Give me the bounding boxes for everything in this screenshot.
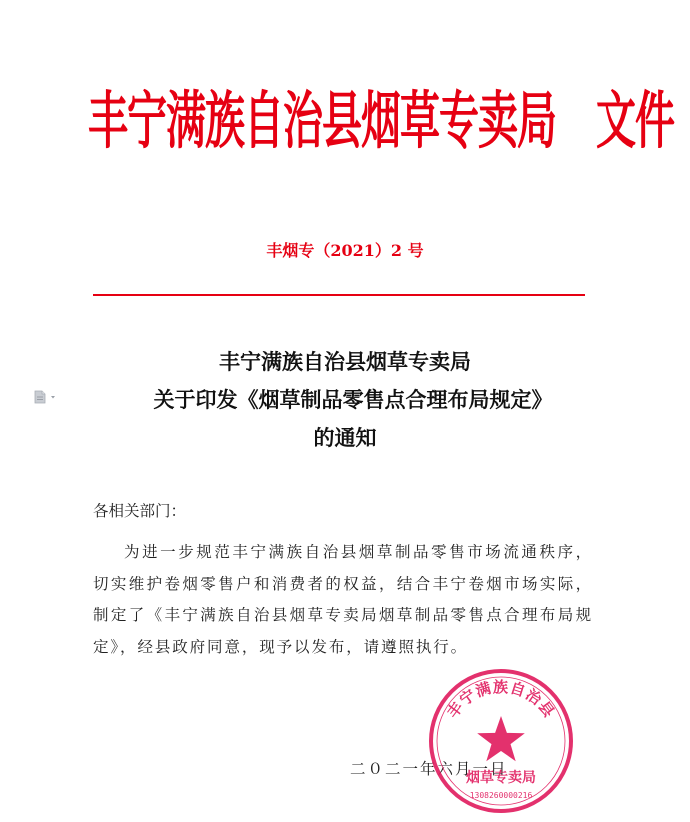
official-seal bbox=[426, 666, 576, 816]
document-number: 丰烟专（2021）2 号 bbox=[266, 241, 424, 260]
star-icon bbox=[477, 716, 525, 761]
document-header bbox=[88, 52, 674, 192]
document-type: 文件 bbox=[596, 86, 674, 158]
body-paragraph: 为进一步规范丰宁满族自治县烟草制品零售市场流通秩序，切实维护卷烟零售户和消费者的权益，结合丰宁卷烟市场实际，制定了《丰宁满族自治县烟草专卖局烟草制品零售点合理布局规定》，经县政府同意，现予以发布，请遵照执行。 bbox=[93, 543, 593, 656]
red-divider-line bbox=[93, 294, 585, 296]
salutation: 各相关部门： bbox=[93, 502, 187, 520]
title-line-2: 关于印发《烟草制品零售点合理布局规定》 bbox=[153, 387, 553, 412]
seal-code: 1308260000216 bbox=[469, 791, 533, 800]
issue-date: 二０二一年六月一日 bbox=[350, 760, 508, 778]
issuer-name: 丰宁满族自治县烟草专卖局 bbox=[88, 86, 556, 158]
seal-bottom-text: 烟草专卖局 bbox=[466, 770, 536, 786]
title-line-3: 的通知 bbox=[313, 425, 377, 450]
title-line-1: 丰宁满族自治县烟草专卖局 bbox=[219, 349, 471, 374]
seal-ring-text: 丰宁满族自治县 bbox=[443, 677, 559, 722]
